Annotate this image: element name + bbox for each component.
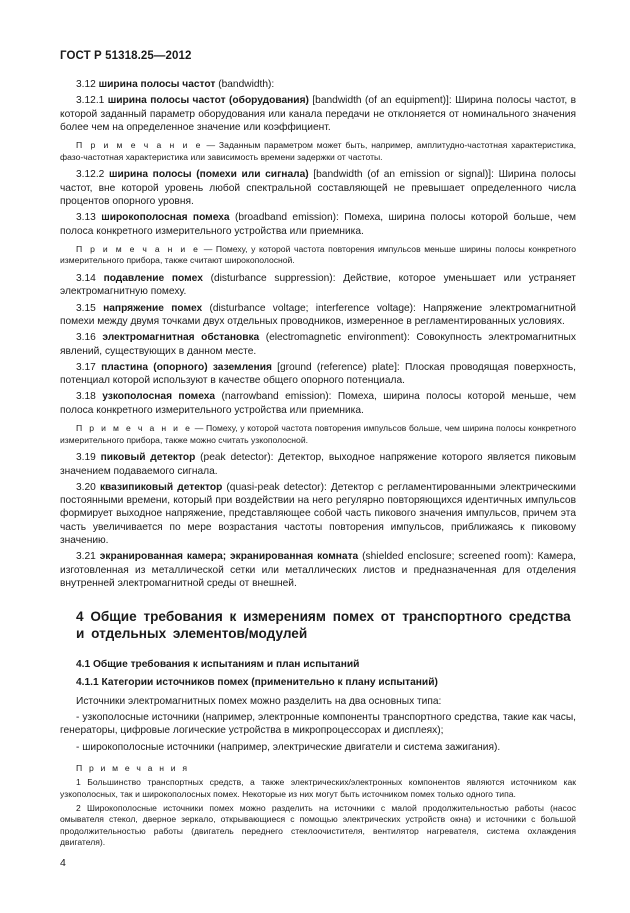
note-label: П р и м е ч а н и е [76,423,193,434]
definition-text: [bandwidth (of an emission or signal)]: Ширина полосы частот, вне которой уровень любой спектральной составляющей не превышает определенного числа процентов опорного уровня. [60,169,576,207]
bullet-broadband: - широкополосные источники (например, электрические двигатели и система зажигания). [76,741,501,753]
definition-text: (broadband emission): Помеха, ширина полосы которой больше, чем полоса конкретного измерительного устройства или приемника. [60,212,576,237]
note-label: П р и м е ч а н и е [76,243,201,254]
clause-number: 3.12.1 [76,95,108,107]
definition-3-12 [60,78,576,91]
section-heading-line-1: 4 Общие требования к измерениям помех от транспортного средства [76,609,571,625]
term: подавление помех [103,273,203,285]
section-heading-line-2: и отдельных элементов/модулей [76,626,308,642]
clause-number: 3.12.2 [76,169,109,181]
definition-text: (peak detector): Детектор, выходное напряжение которого является пиковым значением подаваемого сигнала. [60,452,576,477]
definition-3-15 [60,302,576,329]
definition-text: (electromagnetic environment): Совокупность электромагнитных явлений, существующих в данном месте. [60,332,576,357]
document-header: ГОСТ Р 51318.25—2012 [60,50,192,62]
definition-3-12-2 [60,168,576,208]
note-2 [60,244,576,267]
definition-3-12-1 [60,94,576,134]
definition-text: [bandwidth (of an equipment)]: Ширина полосы частот, в которой заданный параметр оборудования или канала передачи не отклоняется от номинального значения более чем на определенное значение или коэффициент. [60,95,576,133]
term: электромагнитная обстановка [102,332,260,344]
term: ширина полосы частот (оборудования) [107,95,309,107]
clause-number: 3.16 [76,332,103,344]
clause-number: 3.20 [76,481,100,493]
definition-3-14 [60,272,576,299]
clause-number: 3.12 [76,79,99,90]
note-text: — Помеху, у которой частота повторения импульсов меньше ширины полосы конкретного измерительного прибора, также считают широкополосной. [60,243,576,266]
note-1 [60,140,576,163]
definition-text: (disturbance suppression): Действие, которое уменьшает или устраняет электромагнитную помеху. [60,273,576,298]
clause-number: 3.19 [76,452,101,464]
note-label: П р и м е ч а н и е [76,140,203,151]
definition-text: (narrowband emission): Помеха, ширина полосы которой меньше, чем полоса конкретного измерительного устройства или приемника. [60,391,576,416]
definition-3-16 [60,331,576,358]
clause-number: 3.13 [76,212,102,224]
note-item-2: 2 Широкополосные источники помех можно разделить на источники с малой продолжительностью работы (насос омывателя стекол, дверное зеркало, открывающиеся с помощью электрических устройств окна) и источники с большой продолжительностью работы (двигатель переднего стеклоочистителя, вентилятор нагревателя, система охлаждения двигателя). [60,803,576,848]
note-item-1: 1 Большинство транспортных средств, а также электрических/электронных компонентов являются источником как узкополосных, так и широкополосных помех. Некоторые из них могут быть источником помех только одного типа. [60,777,576,799]
note-text: — Помеху, у которой частота повторения импульсов больше, чем ширина полосы конкретного измерительного прибора, также можно считать узкополосной. [60,423,576,445]
term: ширина полосы частот [98,79,216,90]
term: экранированная камера; экранированная комната [99,551,359,563]
clause-number: 3.17 [76,361,102,373]
definition-text: [ground (reference) plate]: Плоская проводящая поверхность, потенциал которой используют в качестве общего опорного потенциала. [60,361,576,387]
term: квазипиковый детектор [99,481,223,493]
notes-title: П р и м е ч а н и я [76,762,190,773]
section-4-heading [60,608,576,642]
definition-text: (disturbance voltage; interference voltage): Напряжение электромагнитной помехи между двумя точками двух отдельных проводников, измеренное в регламентированных условиях. [60,302,576,327]
clause-number: 3.18 [76,391,103,403]
paragraph-source-types: Источники электромагнитных помех можно разделить на два основных типа: [76,695,442,707]
definition-3-13 [60,211,576,238]
page-content [60,78,576,852]
definition-text: (quasi-peak detector): Детектор с регламентированными электрическими постоянными времени, который при воздействии на него регулярно повторяющихся идентичных импульсов формирует выходное напряжение, представляющее собой часть пикового значения импульсов, причем эта часть увеличивается по мере возрастания частоты повторения импульсов, приближаясь к пиковому значению. [60,481,576,546]
clause-number: 3.21 [76,551,100,563]
definition-3-18 [60,390,576,417]
term: узкополосная помеха [102,391,216,403]
term: пиковый детектор [100,452,196,464]
page-number: 4 [60,857,66,869]
note-3 [60,423,576,446]
bullet-narrowband: - узкополосные источники (например, электронные компоненты транспортного средства, такие как часы, генераторы, цифровые логические устройства в микропроцессорах и дисплеях); [60,712,576,737]
clause-number: 3.15 [76,302,104,314]
definition-3-20 [60,481,576,547]
definition-text: (bandwidth): [215,79,275,90]
term: пластина (опорного) заземления [101,361,272,373]
definition-3-19 [60,451,576,478]
clause-number: 3.14 [76,273,104,285]
note-text: — Заданным параметром может быть, например, амплитудно-частотная характеристика, фазо-частотная характеристика или зависимость времени задержки от частоты. [60,140,576,162]
term: ширина полосы (помехи или сигнала) [108,169,309,181]
definition-text: (shielded enclosure; screened room): Камера, изготовленная из металлической сетки или металлических листов и предназначенная для отделения внутренней электромагнитной среды от внешней. [60,551,576,589]
term: напряжение помех [103,302,203,314]
term: широкополосная помеха [101,212,230,224]
definition-3-21 [60,550,576,590]
subsection-4-1-1-heading: 4.1.1 Категории источников помех (применительно к плану испытаний) [76,677,438,689]
definition-3-17 [60,361,576,388]
subsection-4-1-heading: 4.1 Общие требования к испытаниям и план испытаний [76,659,360,671]
